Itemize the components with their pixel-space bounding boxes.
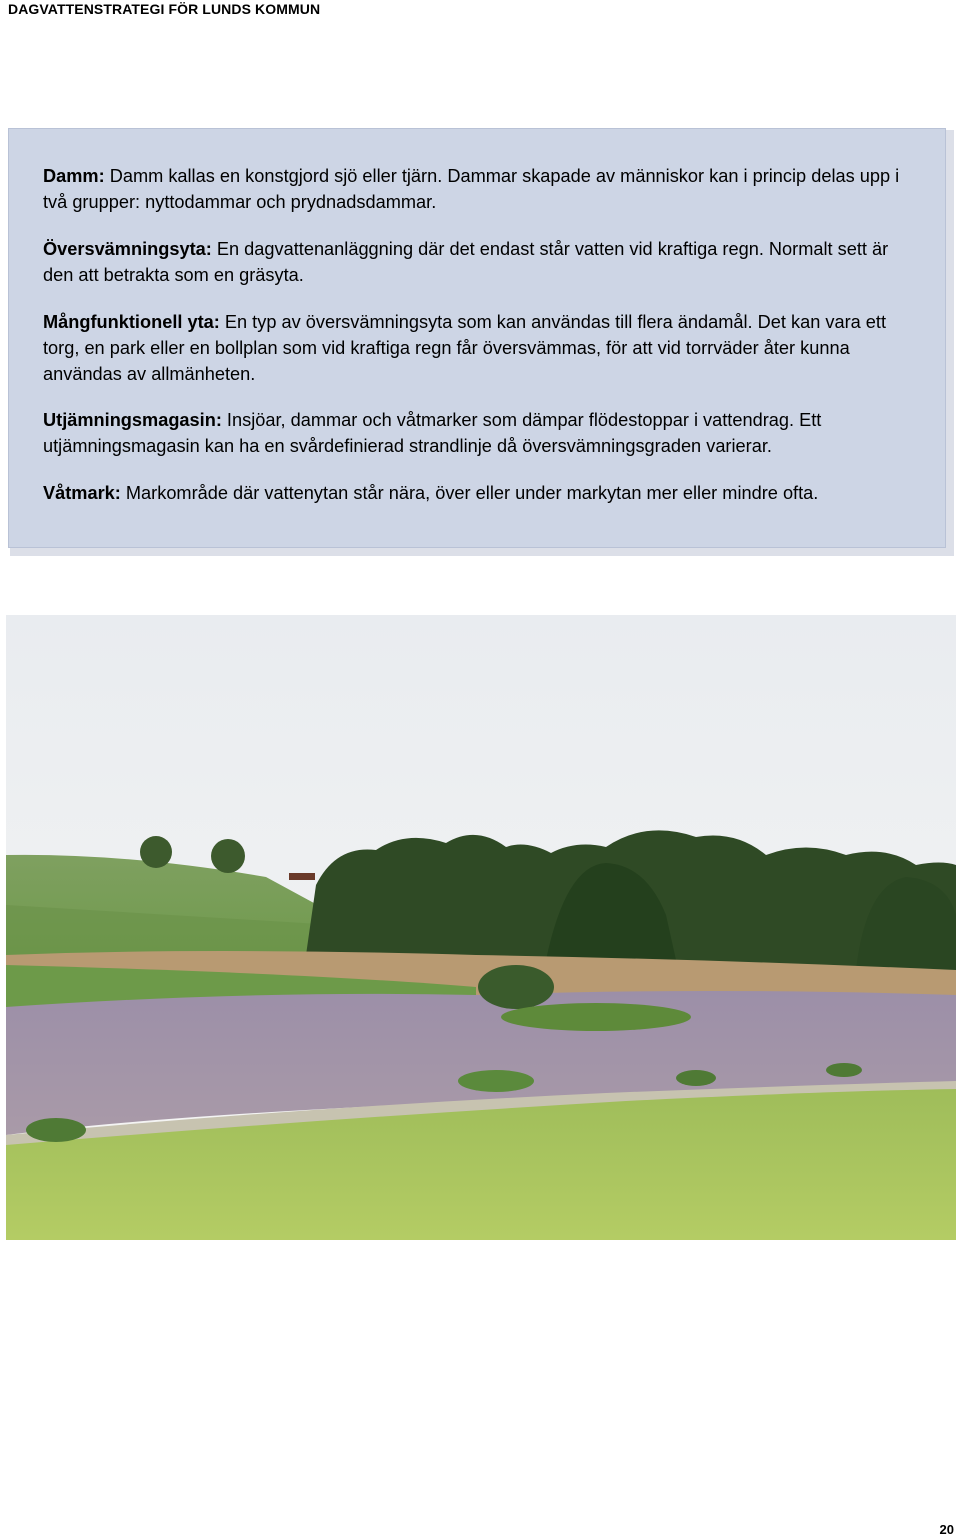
term-damm: Damm: bbox=[43, 166, 105, 186]
definition-vatmark bbox=[43, 480, 923, 506]
text-damm: Damm kallas en konstgjord sjö eller tjärn. Dammar skapade av människor kan i princip delas upp i två grupper: nyttodammar och prydnadsdammar. bbox=[43, 166, 900, 212]
document-header: DAGVATTENSTRATEGI FÖR LUNDS KOMMUN bbox=[8, 1, 321, 17]
term-mangfunktionell-yta: Mångfunktionell yta: bbox=[43, 312, 220, 332]
text-mangfunktionell-yta: En typ av översvämningsyta som kan användas till flera ändamål. Det kan vara ett torg, en park eller en bollplan som vid kraftiga regn får översvämmas, för att vid torrväder åter kunna användas av allmänheten. bbox=[43, 312, 887, 384]
definitions-box bbox=[8, 128, 946, 548]
text-oversvamningsyta: En dagvattenanläggning där det endast står vatten vid kraftiga regn. Normalt sett är den att betrakta som en gräsyta. bbox=[43, 239, 889, 285]
page-number: 20 bbox=[939, 1522, 954, 1537]
term-utjamningsmagasin: Utjämningsmagasin: bbox=[43, 410, 222, 430]
term-oversvamningsyta: Översvämningsyta: bbox=[43, 239, 212, 259]
definition-oversvamningsyta bbox=[43, 236, 923, 288]
pond-landscape-photo bbox=[6, 615, 956, 1240]
definition-mangfunktionell-yta bbox=[43, 309, 923, 387]
term-vatmark: Våtmark: bbox=[43, 483, 121, 503]
definition-utjamningsmagasin bbox=[43, 407, 923, 459]
definition-damm bbox=[43, 163, 923, 215]
text-utjamningsmagasin: Insjöar, dammar och våtmarker som dämpar flödestoppar i vattendrag. Ett utjämningsmagasin kan ha en svårdefinierad strandlinje då översvämningsgraden varierar. bbox=[43, 410, 822, 456]
text-vatmark: Markområde där vattenytan står nära, över eller under markytan mer eller mindre ofta. bbox=[120, 483, 819, 503]
